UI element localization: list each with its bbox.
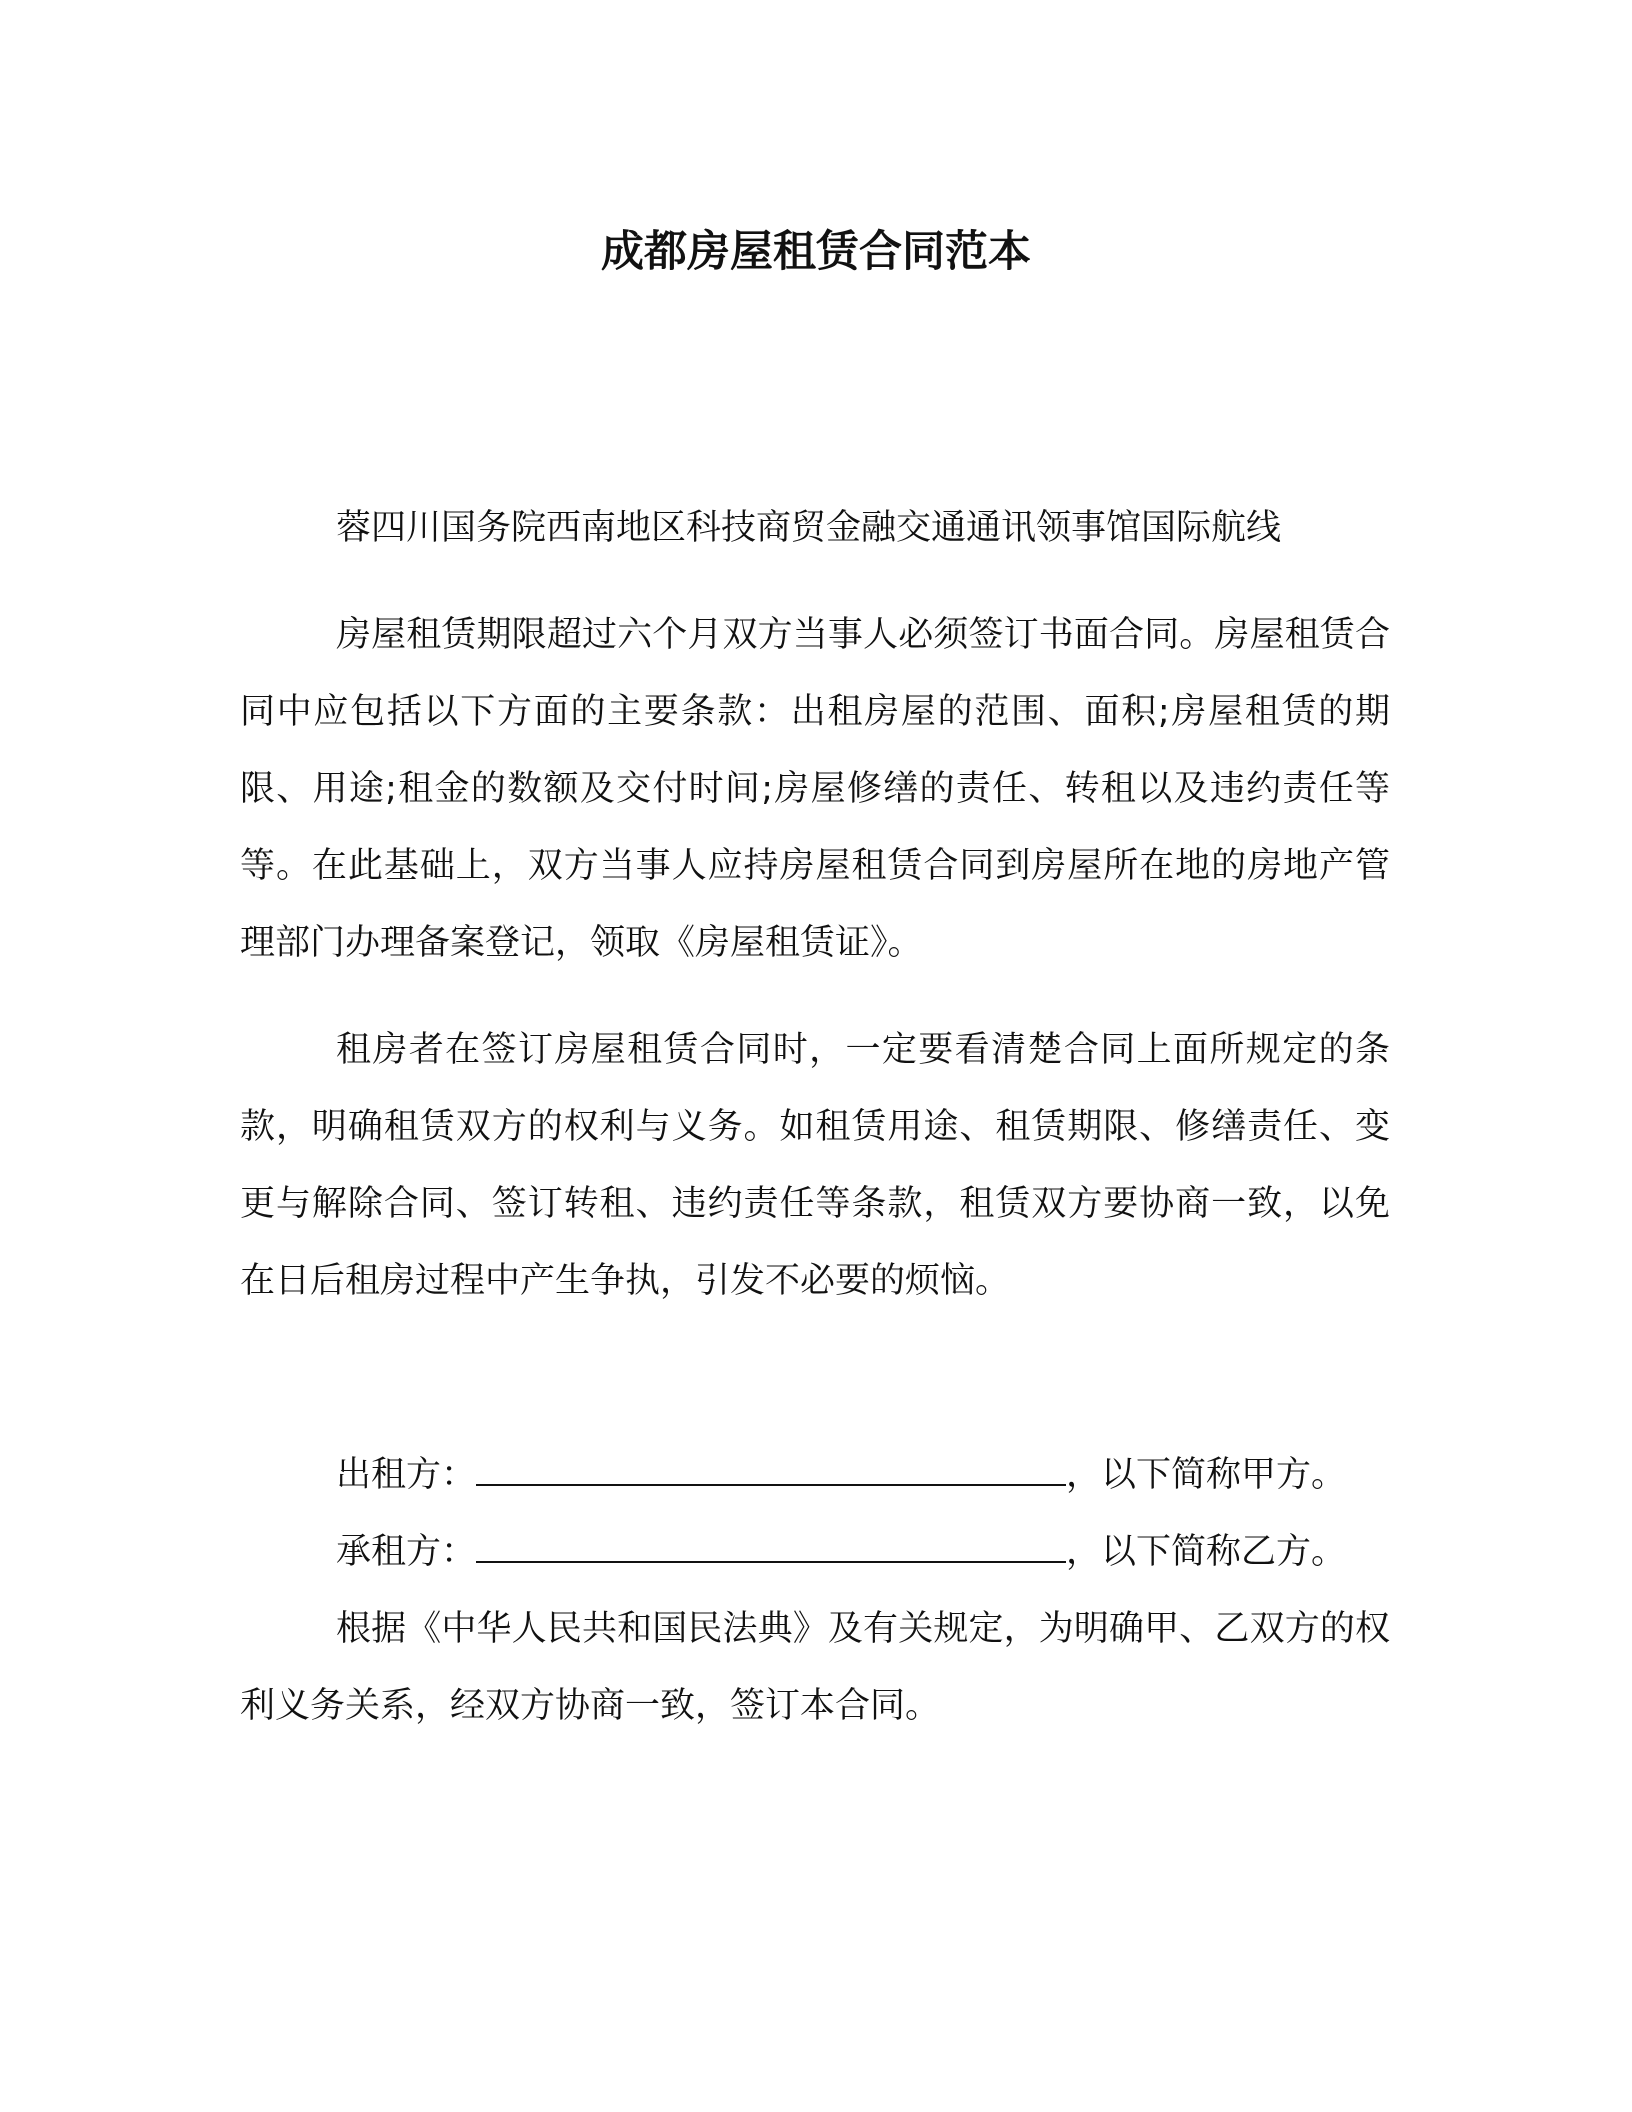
tenant-notice-paragraph: 租房者在签订房屋租赁合同时，一定要看清楚合同上面所规定的条款，明确租赁双方的权利与义务。如租赁用途、租赁期限、修缮责任、变更与解除合同、签订转租、违约责任等条款，租赁双方要协商一致，以免在日后租房过程中产生争执，引发不必要的烦恼。 xyxy=(240,1030,1390,1301)
closing-paragraph: 根据《中华人民共和国民法典》及有关规定，为明确甲、乙双方的权利义务关系，经双方协商一致，签订本合同。 xyxy=(240,1609,1390,1726)
lessee-name-blank[interactable] xyxy=(476,1529,1066,1563)
lessor-label: 出租方： xyxy=(336,1455,477,1495)
lessee-label: 承租方： xyxy=(336,1532,477,1572)
intro-line: 蓉四川国务院西南地区科技商贸金融交通通讯领事馆国际航线 xyxy=(336,508,1282,548)
document-title: 成都房屋租赁合同范本 xyxy=(601,227,1031,277)
lessor-suffix: ，以下简称甲方。 xyxy=(1066,1455,1347,1495)
lessor-line xyxy=(240,1437,1390,1514)
lease-term-paragraph: 房屋租赁期限超过六个月双方当事人必须签订书面合同。房屋租赁合同中应包括以下方面的主要条款：出租房屋的范围、面积;房屋租赁的期限、用途;租金的数额及交付时间;房屋修缮的责任、转租以及违约责任等等。在此基础上，双方当事人应持房屋租赁合同到房屋所在地的房地产管理部门办理备案登记，领取《房屋租赁证》。 xyxy=(240,615,1390,963)
lessee-suffix: ，以下简称乙方。 xyxy=(1066,1532,1347,1572)
lessee-line xyxy=(240,1514,1390,1591)
document-body xyxy=(240,490,1390,1745)
lessor-name-blank[interactable] xyxy=(476,1452,1066,1486)
